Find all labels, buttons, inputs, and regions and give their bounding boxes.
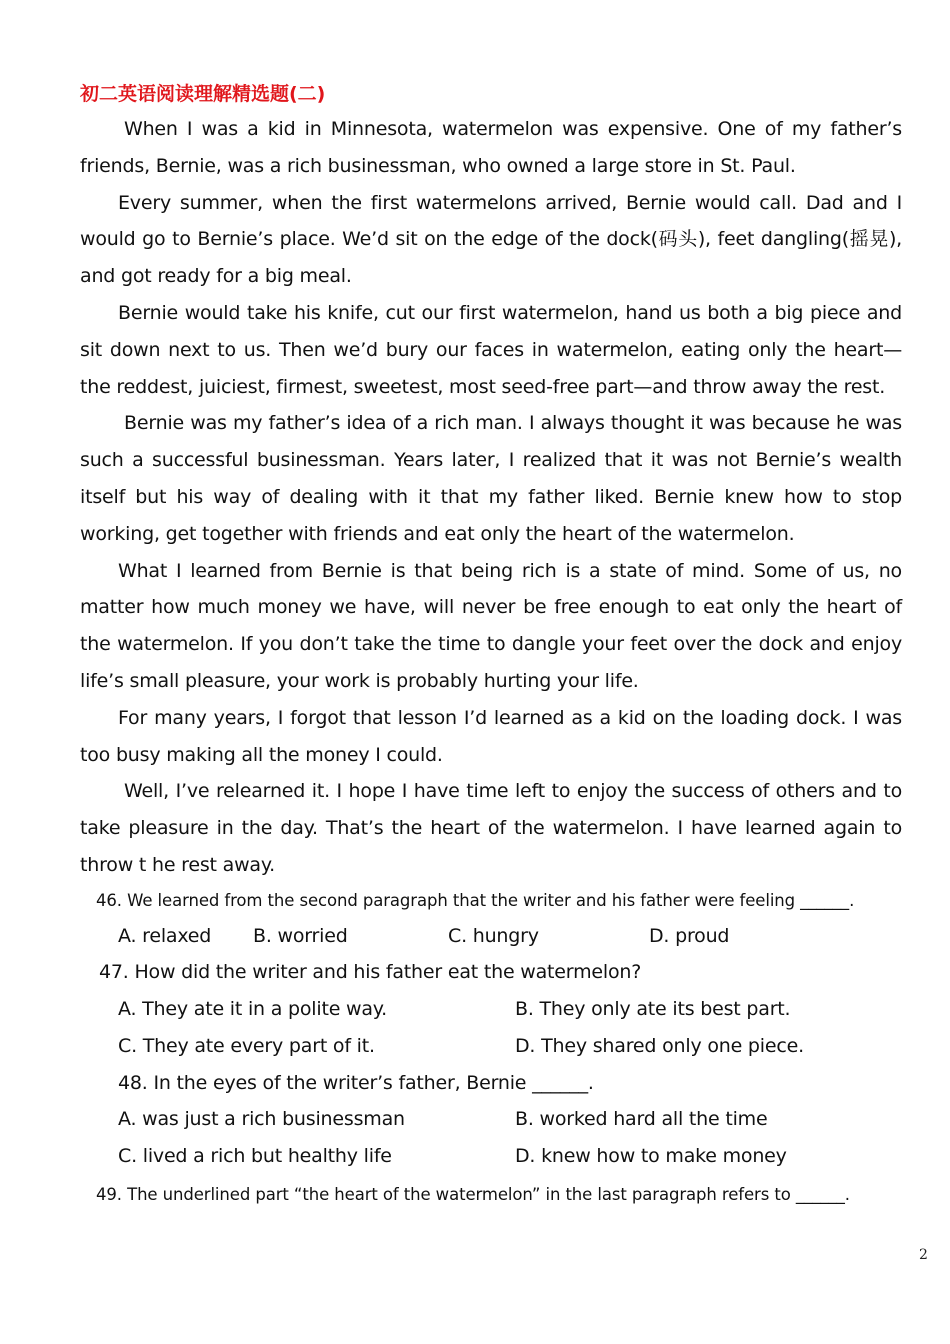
page-title: 初二英语阅读理解精选题(二): [80, 83, 326, 105]
question-46-option-b: B. worried: [253, 925, 348, 947]
paragraph-6: For many years, I forgot that lesson I’d learned as a kid on the loading dock. I was too busy making all the money I could.: [80, 706, 902, 766]
question-46-stem: 46. We learned from the second paragraph that the writer and his father were feeling ______.: [96, 891, 855, 910]
reading-passage: [80, 111, 902, 884]
paragraph-3: Bernie would take his knife, cut our first watermelon, hand us both a big piece and sit down next to us. Then we’d bury our faces in watermelon, eating only the heart—the reddest, juiciest, firmest, sweetest, most seed-free part—and throw away the rest.: [80, 301, 902, 398]
question-48-option-a: A. was just a rich businessman: [118, 1108, 405, 1130]
question-46-option-c: C. hungry: [448, 925, 539, 947]
question-47-option-a: A. They ate it in a polite way.: [118, 998, 387, 1020]
question-47-option-b: B. They only ate its best part.: [515, 998, 791, 1020]
question-49-stem: 49. The underlined part “the heart of the watermelon” in the last paragraph refers to ______.: [96, 1185, 850, 1204]
question-46-option-d: D. proud: [649, 925, 730, 947]
question-48-stem: 48. In the eyes of the writer’s father, Bernie ______.: [118, 1072, 594, 1094]
paragraph-1: When I was a kid in Minnesota, watermelon was expensive. One of my father’s friends, Bernie, was a rich businessman, who owned a large store in St. Paul.: [80, 118, 902, 177]
question-47-option-c: C. They ate every part of it.: [118, 1035, 375, 1057]
question-47-option-d: D. They shared only one piece.: [515, 1035, 804, 1057]
paragraph-4: Bernie was my father’s idea of a rich man. I always thought it was because he was such a successful businessman. Years later, I realized that it was not Bernie’s wealth itself but his way of dealing with it that my father liked. Bernie knew how to stop working, get together with friends and eat only the heart of the watermelon.: [80, 412, 902, 545]
paragraph-7: Well, I’ve relearned it. I hope I have time left to enjoy the success of others and to take pleasure in the day. That’s the heart of the watermelon. I have learned again to throw t he rest away.: [80, 780, 902, 876]
paragraph-2: Every summer, when the first watermelons arrived, Bernie would call. Dad and I would go to Bernie’s place. We’d sit on the edge of the dock(码头), feet dangling(摇晃), and got ready for a big meal.: [80, 191, 902, 288]
question-48-option-c: C. lived a rich but healthy life: [118, 1145, 392, 1167]
paragraph-5: What I learned from Bernie is that being rich is a state of mind. Some of us, no matter how much money we have, will never be free enough to eat only the heart of the watermelon. If you don’t take the time to dangle your feet over the dock and enjoy life’s small pleasure, your work is probably hurting your life.: [80, 559, 902, 692]
page-number: 2: [919, 1247, 928, 1263]
question-47-stem: 47. How did the writer and his father eat the watermelon?: [99, 961, 642, 983]
question-46-option-a: A. relaxed: [118, 925, 212, 947]
question-48-option-b: B. worked hard all the time: [515, 1108, 768, 1130]
question-48-option-d: D. knew how to make money: [515, 1145, 787, 1167]
